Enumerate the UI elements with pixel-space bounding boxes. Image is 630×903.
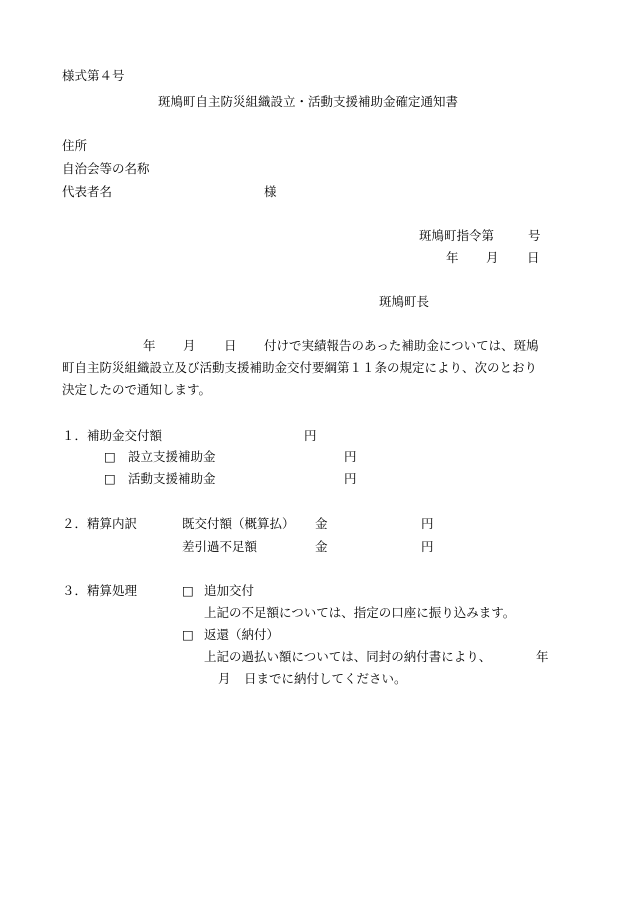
- balance-prefix: 金: [315, 539, 328, 554]
- address-label: 住所: [62, 138, 88, 153]
- section3-heading: ３．精算処理: [62, 583, 138, 598]
- notice-date-day: 日: [527, 250, 540, 265]
- body-date-year: 年: [143, 338, 156, 353]
- prepaid-amount-prefix: 金: [315, 516, 328, 531]
- prepaid-amount-unit: 円: [421, 516, 434, 531]
- deadline-year: 年: [536, 649, 549, 664]
- refund-label: 返還（納付）: [204, 627, 280, 642]
- prepaid-amount-label: 既交付額（概算払）: [182, 516, 295, 531]
- checkbox-establishment[interactable]: □: [104, 449, 116, 464]
- notice-date-month: 月: [486, 250, 499, 265]
- form-number: 様式第４号: [62, 68, 125, 83]
- establishment-subsidy-unit: 円: [344, 449, 357, 464]
- body-date-month: 月: [183, 338, 196, 353]
- section1-unit: 円: [304, 428, 317, 443]
- checkbox-additional-grant[interactable]: □: [182, 583, 194, 598]
- body-line-1: 付けで実績報告のあった補助金については、斑鳩: [264, 338, 539, 353]
- balance-label: 差引過不足額: [182, 539, 258, 554]
- notice-number-suffix: 号: [528, 228, 541, 243]
- honorific: 様: [264, 184, 277, 199]
- additional-grant-label: 追加交付: [204, 583, 255, 598]
- org-name-label: 自治会等の名称: [62, 161, 150, 176]
- checkbox-activity[interactable]: □: [104, 471, 116, 486]
- checkbox-refund[interactable]: □: [182, 627, 194, 642]
- body-date-day: 日: [224, 338, 237, 353]
- document-title: 斑鳩町自主防災組織設立・活動支援補助金確定通知書: [158, 94, 459, 109]
- section1-heading: １．補助金交付額: [62, 428, 163, 443]
- additional-grant-description: 上記の不足額については、指定の口座に振り込みます。: [204, 605, 516, 620]
- representative-label: 代表者名: [62, 184, 113, 199]
- activity-subsidy-label: 活動支援補助金: [128, 471, 216, 486]
- refund-description: 上記の過払い額については、同封の納付書により、: [204, 649, 492, 664]
- notice-date-year: 年: [446, 250, 459, 265]
- activity-subsidy-unit: 円: [344, 471, 357, 486]
- notice-number-prefix: 斑鳩町指令第: [419, 228, 495, 243]
- establishment-subsidy-label: 設立支援補助金: [128, 449, 216, 464]
- body-line-3: 決定したので通知します。: [62, 382, 212, 397]
- deadline-month: 月: [218, 671, 231, 686]
- body-line-2: 町自主防災組織設立及び活動支援補助金交付要綱第１１条の規定により、次のとおり: [62, 360, 538, 375]
- deadline-day-text: 日までに納付してください。: [244, 671, 407, 686]
- balance-unit: 円: [421, 539, 434, 554]
- issuer: 斑鳩町長: [379, 294, 430, 309]
- section2-heading: ２．精算内訳: [62, 516, 138, 531]
